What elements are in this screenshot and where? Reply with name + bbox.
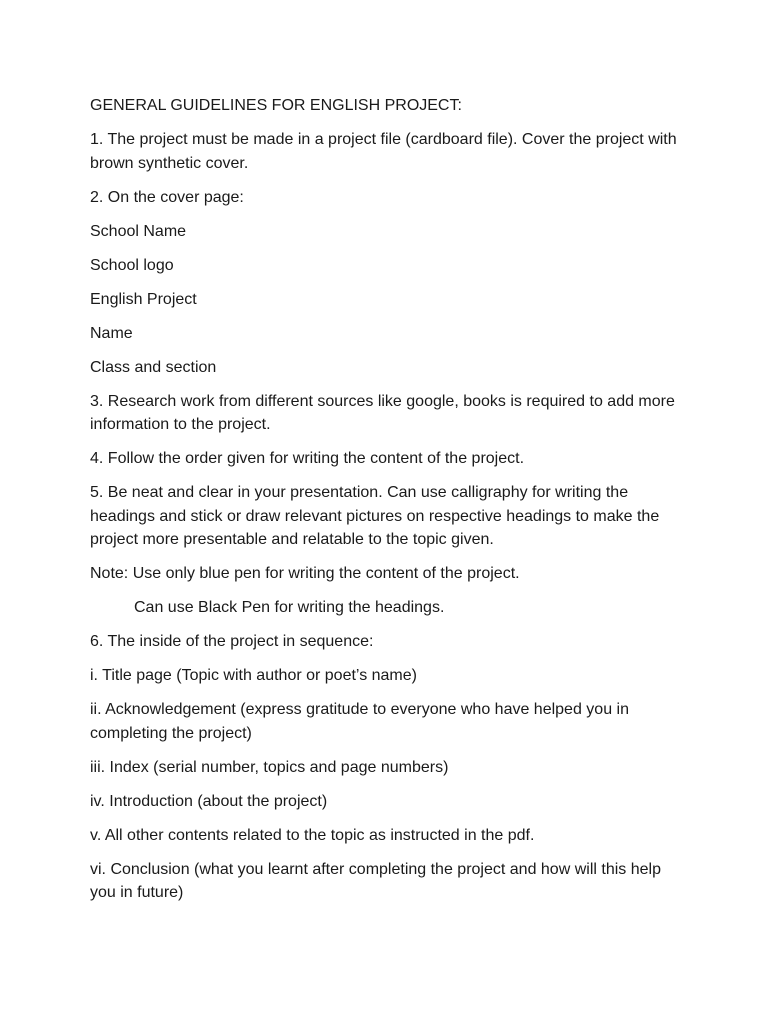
cover-item-english-project: English Project [90,290,197,308]
guideline-6: 6. The inside of the project in sequence: [90,633,374,650]
cover-item-class-section: Class and section [90,358,217,376]
guideline-3: 3. Research work from different sources like google, books is required to add more information to the project. [90,392,675,433]
sequence-item-title-page: i. Title page (Topic with author or poet’s name) [90,667,417,684]
note-black-pen: Can use Black Pen for writing the headings. [134,599,445,616]
guideline-1: 1. The project must be made in a project file (cardboard file). Cover the project with brown synthetic cover. [90,131,677,172]
sequence-item-index: iii. Index (serial number, topics and page numbers) [90,758,449,776]
guideline-5: 5. Be neat and clear in your presentation. Can use calligraphy for writing the headings and stick or draw relevant pictures on respective headings to make the project more presentable and relatable to the topic given. [90,484,660,548]
cover-item-school-logo: School logo [90,256,174,274]
document-title: GENERAL GUIDELINES FOR ENGLISH PROJECT: [90,97,462,114]
sequence-item-introduction: iv. Introduction (about the project) [90,792,328,810]
note-blue-pen: Note: Use only blue pen for writing the content of the project. [90,565,520,582]
cover-item-school-name: School Name [90,222,187,240]
sequence-item-conclusion: vi. Conclusion (what you learnt after completing the project and how will this help you in future) [90,860,661,901]
guideline-4: 4. Follow the order given for writing the content of the project. [90,450,525,467]
guideline-2: 2. On the cover page: [90,188,244,206]
cover-item-name: Name [90,324,133,342]
sequence-item-contents: v. All other contents related to the topic as instructed in the pdf. [90,826,535,844]
document-body [90,94,690,915]
sequence-item-acknowledgement: ii. Acknowledgement (express gratitude to everyone who have helped you in completing the project) [90,701,629,742]
